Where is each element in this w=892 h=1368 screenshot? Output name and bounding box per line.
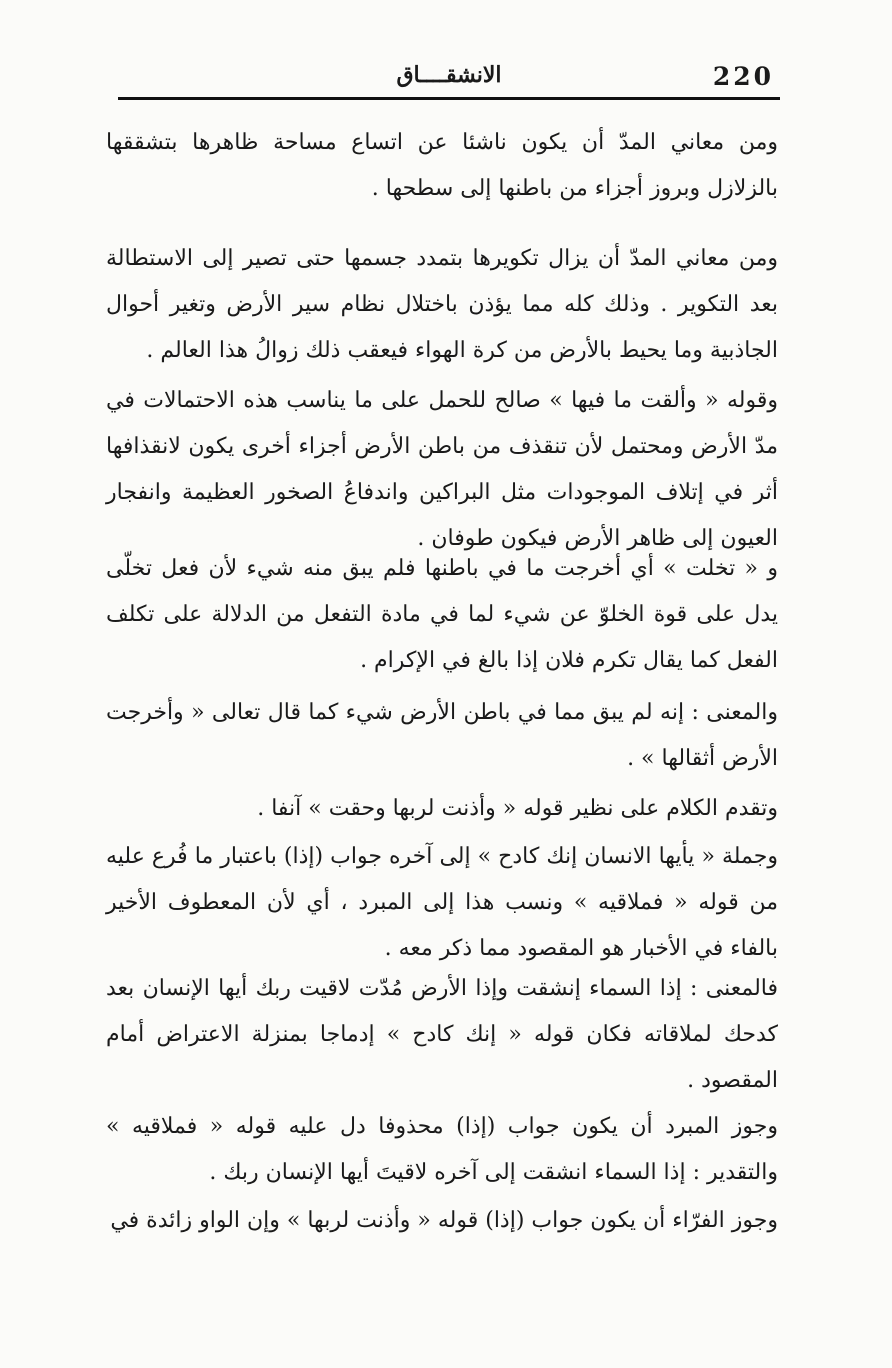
- header-rule: [118, 97, 780, 100]
- paragraph-5: والمعنى : إنه لم يبق مما في باطن الأرض شيء كما قال تعالى « وأخرجت الأرض أثقالها » .: [106, 700, 778, 771]
- page-header: [118, 50, 780, 100]
- paragraph-10: وجوز الفرّاء أن يكون جواب (إذا) قوله « وأذنت لربها » وإن الواو زائدة في: [110, 1208, 778, 1233]
- paragraph-6: وتقدم الكلام على نظير قوله « وأذنت لربها وحقت » آنفا .: [257, 796, 778, 821]
- paragraph-3: وقوله « وألقت ما فيها » صالح للحمل على ما يناسب هذه الاحتمالات في مدّ الأرض ومحتمل لأن تنقذف من باطن الأرض أجزاء أخرى يكون لانقذافها أثر في إتلاف الموجودات مثل البراكين واندفاعُ الصخور العظيمة وانفجار العيون إلى ظاهر الأرض فيكون طوفان .: [106, 388, 778, 551]
- paragraph-8: فالمعنى : إذا السماء إنشقت وإذا الأرض مُدّت لاقيت ربك أيها الإنسان بعد كدحك لملاقاته فكان قوله « إنك كادح » إدماجا بمنزلة الاعتراض أمام المقصود .: [106, 976, 778, 1093]
- paragraph-9: وجوز المبرد أن يكون جواب (إذا) محذوفا دل عليه قوله « فملاقيه » والتقدير : إذا السماء انشقت إلى آخره لاقيتَ أيها الإنسان ربك .: [106, 1114, 778, 1185]
- paragraph-1: ومن معاني المدّ أن يكون ناشئا عن اتساع مساحة ظاهرها بتشققها بالزلازل وبروز أجزاء من باطنها إلى سطحها .: [106, 130, 778, 201]
- paragraph-7: وجملة « يأيها الانسان إنك كادح » إلى آخره جواب (إذا) باعتبار ما فُرع عليه من قوله « فملاقيه » ونسب هذا إلى المبرد ، أي لأن المعطوف الأخير بالفاء في الأخبار هو المقصود مما ذكر معه .: [106, 844, 778, 961]
- paragraph-4: و « تخلت » أي أخرجت ما في باطنها فلم يبق منه شيء لأن فعل تخلّى يدل على قوة الخلوّ عن شيء لما في مادة التفعل من الدلالة على تكلف الفعل كما يقال تكرم فلان إذا بالغ في الإكرام .: [106, 556, 778, 673]
- paragraph-2: ومن معاني المدّ أن يزال تكويرها بتمدد جسمها حتى تصير إلى الاستطالة بعد التكوير . وذلك كله مما يؤذن باختلال نظام سير الأرض وتغير أحوال الجاذبية وما يحيط بالأرض من كرة الهواء فيعقب ذلك زوالُ هذا العالم .: [106, 246, 778, 363]
- running-title: الانشقــــاق: [396, 62, 502, 88]
- page-number: 220: [712, 62, 774, 91]
